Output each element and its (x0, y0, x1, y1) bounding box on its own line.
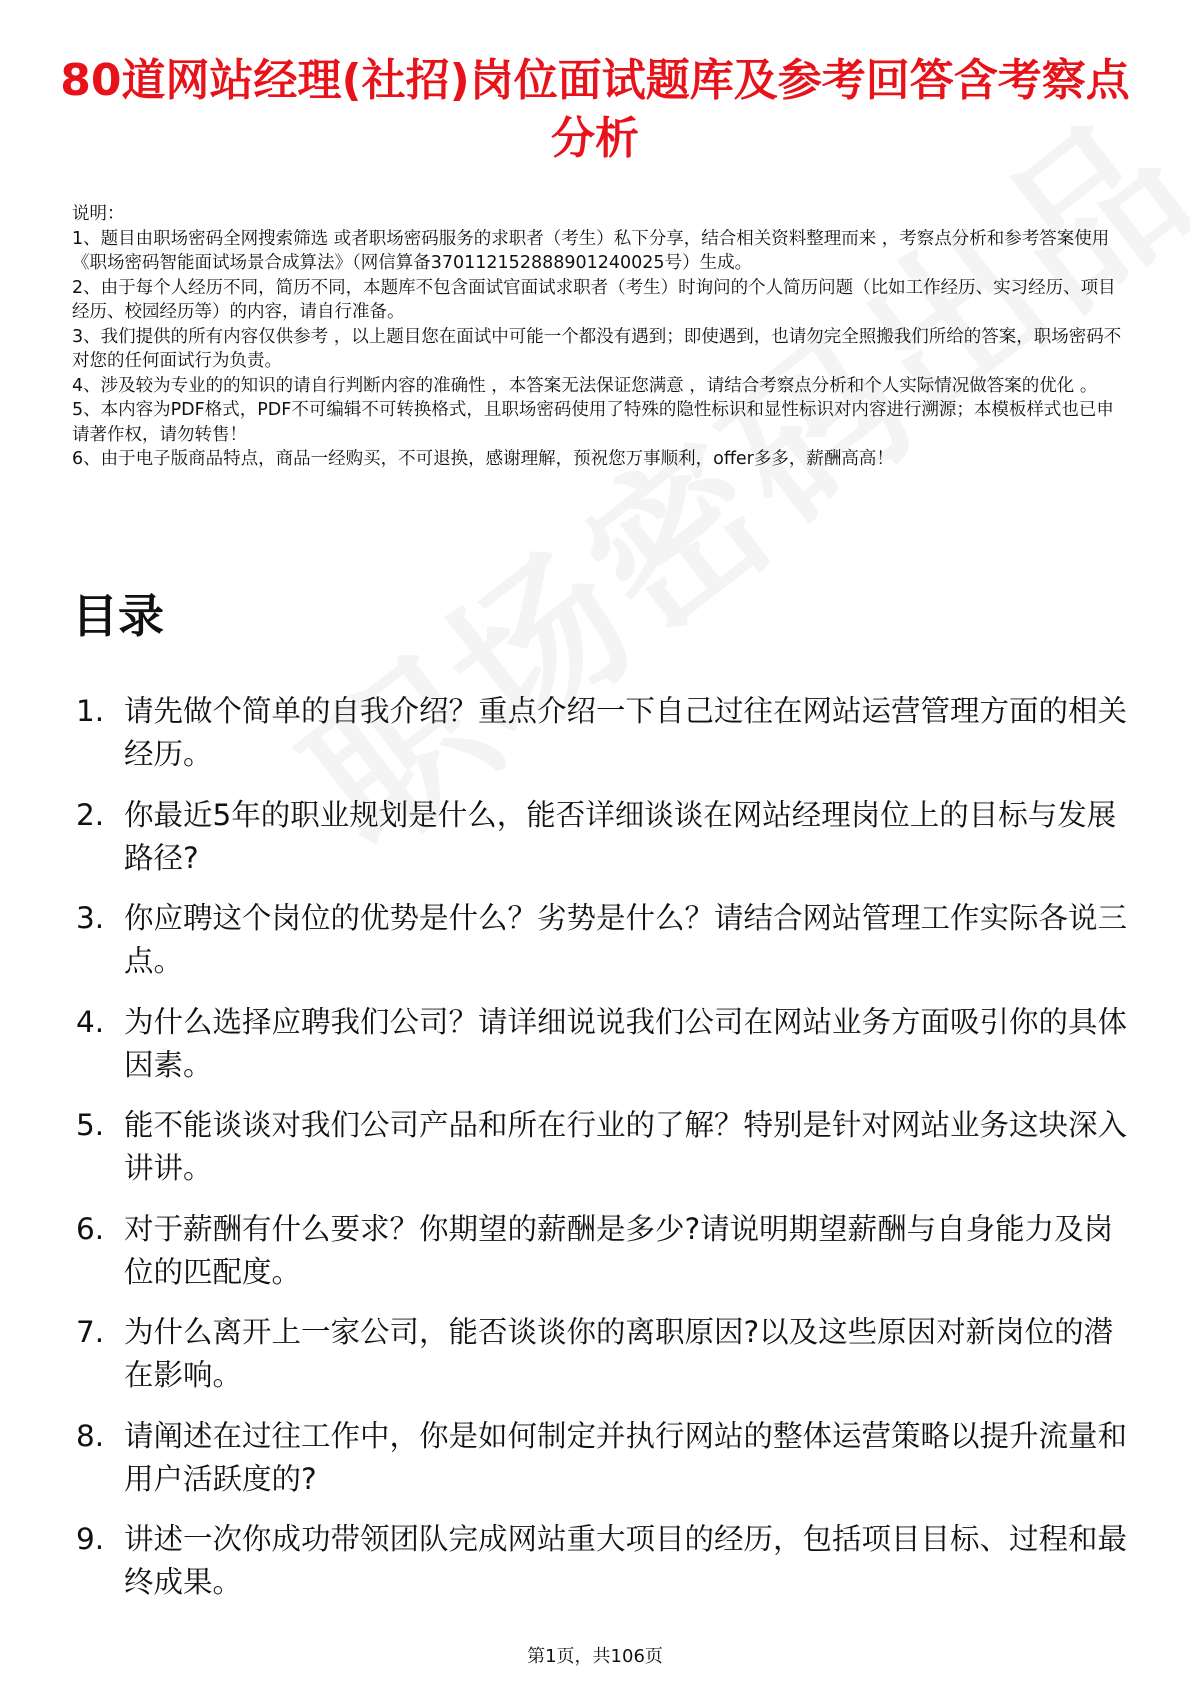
question-number: 5. (76, 1108, 105, 1142)
question-number: 3. (76, 901, 105, 935)
question-text: 请阐述在过往工作中，你是如何制定并执行网站的整体运营策略以提升流量和用户活跃度的? (124, 1418, 1128, 1496)
note-item: 3、我们提供的所有内容仅供参考 ，以上题目您在面试中可能一个都没有遇到；即使遇到，也请勿完全照搬我们所给的答案，职场密码不对您的任何面试行为负责。 (72, 326, 1122, 371)
question-number: 6. (76, 1211, 105, 1246)
note-item: 2、由于每个人经历不同，简历不同，本题库不包含面试官面试求职者（考生）时询问的个人简历问题（比如工作经历、实习经历、项目经历、校园经历等）的内容，请自行准备。 (72, 277, 1116, 322)
question-text: 对于薪酬有什么要求？你期望的薪酬是多少?请说明期望薪酬与自身能力及岗位的匹配度。 (124, 1211, 1114, 1289)
note-item: 1、题目由职场密码全网搜索筛选 或者职场密码服务的求职者（考生）私下分享，结合相关资料整理而来 ，考察点分析和参考答案使用《职场密码智能面试场景合成算法》（网信算备370112152888901240025号）生成。 (72, 228, 1110, 273)
question-number: 7. (76, 1315, 105, 1349)
question-item (72, 1104, 1132, 1190)
question-item (72, 1415, 1132, 1501)
question-item (72, 897, 1132, 983)
question-text: 请先做个简单的自我介绍？重点介绍一下自己过往在网站运营管理方面的相关经历。 (124, 694, 1128, 771)
toc-heading: 目录 (72, 589, 164, 643)
question-list (72, 690, 1132, 1622)
question-text: 你最近5年的职业规划是什么，能否详细谈谈在网站经理岗位上的目标与发展路径? (124, 797, 1117, 875)
question-number: 4. (76, 1004, 105, 1039)
question-number: 9. (76, 1522, 105, 1556)
question-text: 你应聘这个岗位的优势是什么？劣势是什么？请结合网站管理工作实际各说三点。 (124, 901, 1128, 978)
question-item (72, 1001, 1132, 1087)
question-number: 2. (76, 797, 105, 832)
question-item (72, 1311, 1132, 1397)
question-text: 能不能谈谈对我们公司产品和所在行业的了解？特别是针对网站业务这块深入讲讲。 (124, 1108, 1128, 1185)
question-item (72, 794, 1132, 880)
notes-heading: 说明： (72, 204, 125, 224)
question-item (72, 690, 1132, 776)
question-text: 为什么离开上一家公司，能否谈谈你的离职原因?以及这些原因对新岗位的潜在影响。 (124, 1315, 1114, 1392)
question-text: 讲述一次你成功带领团队完成网站重大项目的经历，包括项目目标、过程和最终成果。 (124, 1522, 1128, 1599)
document-title: 80道网站经理(社招)岗位面试题库及参考回答含考察点分析 (60, 55, 1130, 164)
question-item (72, 1518, 1132, 1604)
notes-section (72, 202, 1122, 472)
question-number: 8. (76, 1418, 105, 1453)
note-item: 4、涉及较为专业的的知识的请自行判断内容的准确性 ，本答案无法保证您满意 ，请结合考察点分析和个人实际情况做答案的优化 。 (72, 375, 1098, 396)
question-text: 为什么选择应聘我们公司？请详细说说我们公司在网站业务方面吸引你的具体因素。 (124, 1004, 1128, 1082)
note-item: 6、由于电子版商品特点，商品一经购买，不可退换，感谢理解，预祝您万事顺利，offer多多，薪酬高高！ (72, 449, 894, 469)
question-item (72, 1208, 1132, 1294)
note-item: 5、本内容为PDF格式，PDF不可编辑不可转换格式，且职场密码使用了特殊的隐性标识和显性标识对内容进行溯源；本模板样式也已申请著作权，请勿转售！ (72, 400, 1114, 445)
question-number: 1. (76, 694, 105, 728)
page-footer: 第1页，共106页 (527, 1646, 663, 1667)
